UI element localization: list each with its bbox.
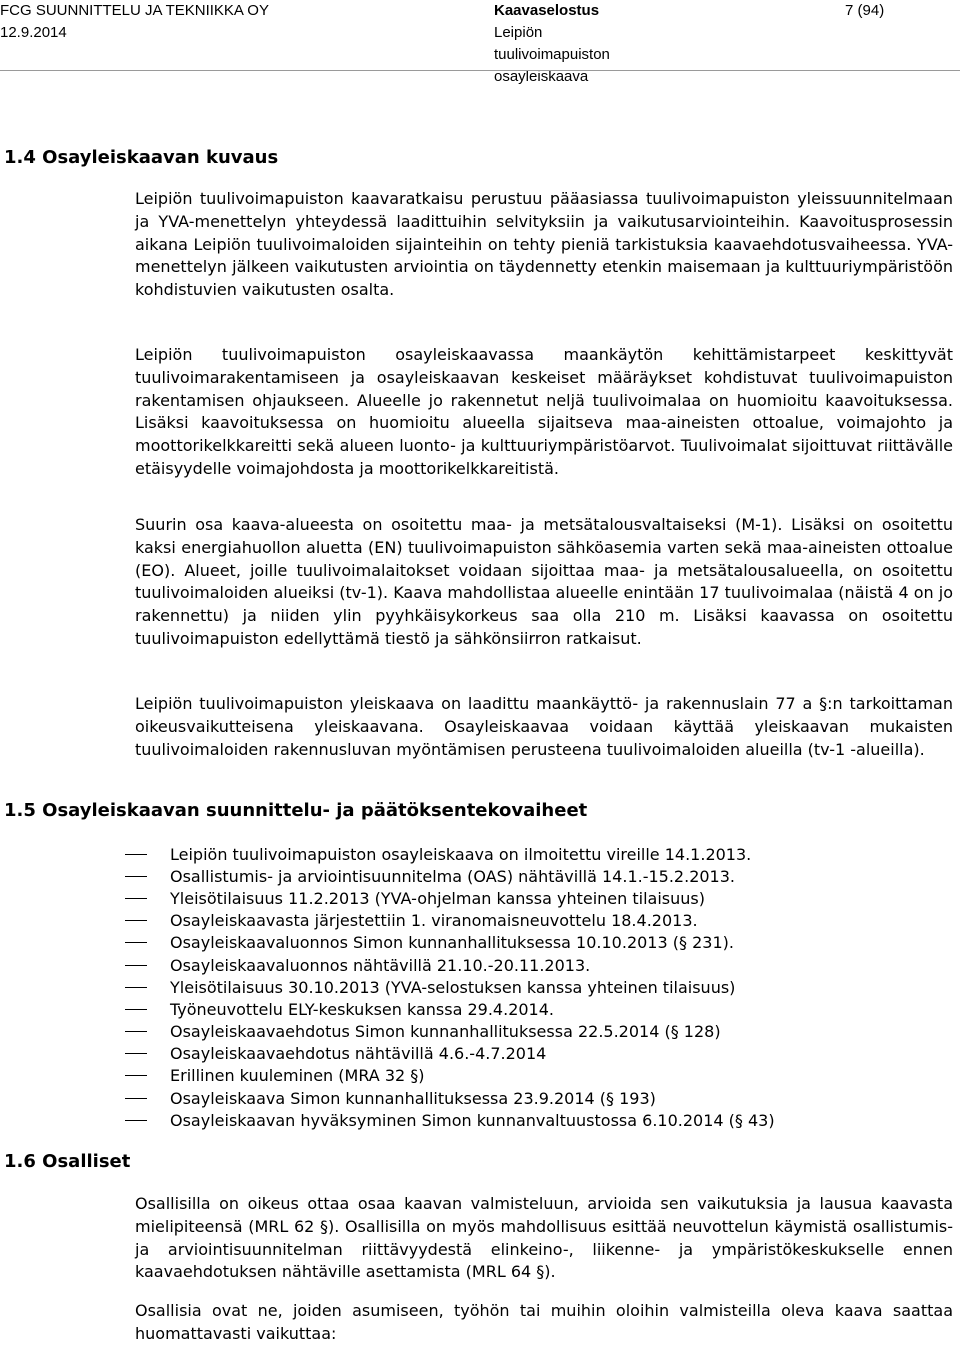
section-1-4-paragraph-4: Leipiön tuulivoimapuiston yleiskaava on laadittu maankäyttö- ja rakennuslain 77 a §:n tarkoittaman oikeusvaikutteisena yleiskaavana. Osayleiskaavaa voidaan käyttää yleiskaavan mukaisten tuulivoimaloiden rakennusluvan myöntämisen perusteena tuulivoimaloiden alueilla (tv-1 -alueilla). <box>135 694 953 759</box>
list-item: Osayleiskaavaluonnos nähtävillä 21.10.-20.11.2013. <box>125 954 955 976</box>
list-item: Yleisötilaisuus 30.10.2013 (YVA-selostuksen kanssa yhteinen tilaisuus) <box>125 976 955 998</box>
list-item: Leipiön tuulivoimapuiston osayleiskaava on ilmoitettu vireille 14.1.2013. <box>125 843 955 865</box>
section-1-4-paragraph-2: Leipiön tuulivoimapuiston osayleiskaavassa maankäytön kehittämistarpeet keskittyvät tuulivoimarakentamiseen ja osayleiskaavan keskeiset määräykset kohdistuvat tuulivoimapuiston rakentamisen ohjaukseen. Alueelle jo rakennetut neljä tuulivoimalaa on huomioitu kaavoituksessa. Lisäksi kaavoituksessa on huomioitu alueella sijaitseva maa-aineisten ottoalue, voimajohto ja moottorikelkkareitti sekä alueen luonto- ja kulttuuriympäristöarvot. Tuulivoimalat sijoittuvat riittävälle etäisyydelle voimajohdosta ja moottorikelkkareitistä. <box>135 345 953 478</box>
header-center <box>494 0 610 88</box>
list-item: Työneuvottelu ELY-keskuksen kanssa 29.4.2014. <box>125 998 955 1020</box>
section-1-4-heading: 1.4 Osayleiskaavan kuvaus <box>4 147 279 168</box>
section-1-6-paragraph-1: Osallisilla on oikeus ottaa osaa kaavan valmisteluun, arvioida sen vaikutuksia ja lausua kaavasta mielipiteensä (MRL 62 §). Osallisilla on myös mahdollisuus esittää neuvottelun käymistä osallistumis- ja arviointisuunnitelman riittävyydestä elinkeino-, liikenne- ja ympäristökeskukselle ennen kaavaehdotuksen nähtäville asettamista (MRL 64 §). <box>135 1194 953 1282</box>
header-left <box>0 0 269 44</box>
document-type: Kaavaselostus <box>494 2 600 19</box>
dash-bullet-icon <box>125 898 147 899</box>
section-1-6-heading: 1.6 Osalliset <box>4 1151 131 1172</box>
section-1-6-paragraph-2: Osallisia ovat ne, joiden asumiseen, työhön tai muihin oloihin valmisteilla oleva kaava saattaa huomattavasti vaikuttaa: <box>135 1301 953 1343</box>
list-item: Osayleiskaavan hyväksyminen Simon kunnanvaltuustossa 6.10.2014 (§ 43) <box>125 1109 955 1131</box>
dash-bullet-icon <box>125 1031 147 1032</box>
section-1-4-paragraph-3: Suurin osa kaava-alueesta on osoitettu maa- ja metsätalousvaltaiseksi (M-1). Lisäksi on osoitettu kaksi energiahuollon aluetta (EN) tuulivoimapuiston sähköasemia varten sekä maa-aineisten ottoalue (EO). Alueet, joille tuulivoimalaitokset voidaan sijoittaa maa- ja metsätalousalueella, on osoitettu tuulivoimaloiden alueiksi (tv-1). Kaava mahdollistaa alueelle enintään 17 tuulivoimalaa (näistä 4 on jo rakennettu) ja niiden ylin pyyhkäisykorkeus saa olla 210 m. Lisäksi kaavassa on osoitettu tuulivoimapuiston edellyttämä tiestö ja sähkönsiirron ratkaisut. <box>135 515 953 648</box>
list-item: Osayleiskaava Simon kunnanhallituksessa 23.9.2014 (§ 193) <box>125 1087 955 1109</box>
document-date: 12.9.2014 <box>0 24 67 41</box>
section-1-5-heading: 1.5 Osayleiskaavan suunnittelu- ja päätöksentekovaiheet <box>4 800 588 821</box>
list-item: Osayleiskaavaehdotus nähtävillä 4.6.-4.7.2014 <box>125 1043 955 1065</box>
document-title-line-1: Leipiön <box>494 24 543 41</box>
dash-bullet-icon <box>125 1053 147 1054</box>
header-divider <box>0 70 960 71</box>
list-item: Osayleiskaavasta järjestettiin 1. viranomaisneuvottelu 18.4.2013. <box>125 910 955 932</box>
list-item: Osallistumis- ja arviointisuunnitelma (OAS) nähtävillä 14.1.-15.2.2013. <box>125 865 955 887</box>
organization-name: FCG SUUNNITTELU JA TEKNIIKKA OY <box>0 2 269 19</box>
dash-bullet-icon <box>125 942 147 943</box>
dash-bullet-icon <box>125 1098 147 1099</box>
dash-bullet-icon <box>125 920 147 921</box>
dash-bullet-icon <box>125 1075 147 1076</box>
list-item: Osayleiskaavaehdotus Simon kunnanhallituksessa 22.5.2014 (§ 128) <box>125 1021 955 1043</box>
document-title-line-3: osayleiskaava <box>494 68 589 85</box>
decision-stages-list <box>125 843 955 1131</box>
section-1-4-paragraph-1: Leipiön tuulivoimapuiston kaavaratkaisu perustuu pääasiassa tuulivoimapuiston yleissuunnitelmaan ja YVA-menettelyn yhteydessä laadittuihin selvityksiin ja vaikutusarviointeihin. Kaavoitusprosessin aikana Leipiön tuulivoimaloiden sijainteihin on tehty pieniä tarkistuksia kaavaehdotusvaiheessa. YVA-menettelyn jälkeen vaikutusten arviointia on täydennetty etenkin maisemaan ja kulttuuriympäristöön kohdistuvien vaikutusten osalta. <box>135 189 953 300</box>
list-item: Erillinen kuuleminen (MRA 32 §) <box>125 1065 955 1087</box>
page-number: 7 (94) <box>845 2 885 19</box>
list-item: Yleisötilaisuus 11.2.2013 (YVA-ohjelman kanssa yhteinen tilaisuus) <box>125 887 955 909</box>
dash-bullet-icon <box>125 987 147 988</box>
dash-bullet-icon <box>125 1009 147 1010</box>
document-title-line-2: tuulivoimapuiston <box>494 46 610 63</box>
dash-bullet-icon <box>125 1120 147 1121</box>
dash-bullet-icon <box>125 965 147 966</box>
dash-bullet-icon <box>125 854 147 855</box>
dash-bullet-icon <box>125 876 147 877</box>
list-item: Osayleiskaavaluonnos Simon kunnanhallituksessa 10.10.2013 (§ 231). <box>125 932 955 954</box>
